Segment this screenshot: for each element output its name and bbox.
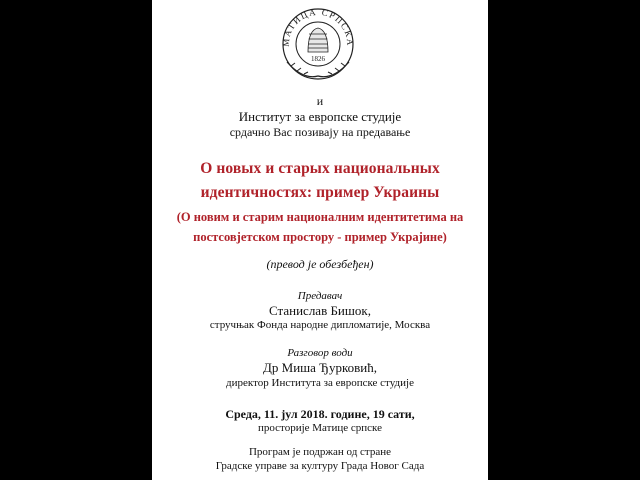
moderator-role: директор Института за европске студије xyxy=(226,377,414,389)
lecture-title-line2: идентичностях: пример Украины xyxy=(200,184,440,201)
lecture-subtitle-line2: постсовјетском простору - пример Украјине) xyxy=(193,230,447,244)
lecture-title-line1: О новых и старых национальных xyxy=(200,160,440,177)
beehive-icon xyxy=(308,28,328,52)
support-line1: Програм је подржан од стране xyxy=(248,446,392,458)
invitation-page xyxy=(152,0,488,480)
event-venue: просторије Матице српске xyxy=(258,422,382,434)
matica-srpska-seal-icon xyxy=(273,4,363,84)
lecturer-label: Предавач xyxy=(297,290,343,302)
event-datetime: Среда, 11. јул 2018. године, 19 сати, xyxy=(225,407,415,421)
translation-note: (превод је обезбеђен) xyxy=(266,257,374,271)
invitation-text: срдачно Вас позивају на предавање xyxy=(229,125,411,139)
lecturer-role: стручњак Фонда народне дипломатије, Москва xyxy=(209,319,431,331)
support-line2: Градске управе за културу Града Новог Сада xyxy=(215,460,425,472)
moderator-label: Разговор води xyxy=(287,347,353,359)
moderator-name: Др Миша Ђурковић, xyxy=(263,360,377,375)
lecturer-name: Станислав Бишок, xyxy=(269,303,371,318)
institute-name: Институт за европске студије xyxy=(238,109,402,124)
lecture-subtitle-line1: (О новим и старим националним идентитетима на xyxy=(176,210,464,224)
laurel-icon xyxy=(287,62,349,77)
seal-year: 1826 xyxy=(311,55,325,63)
seal-arc-text: МАТИЦА СРПСКА xyxy=(280,6,356,47)
conjunction-and: и xyxy=(316,94,324,108)
